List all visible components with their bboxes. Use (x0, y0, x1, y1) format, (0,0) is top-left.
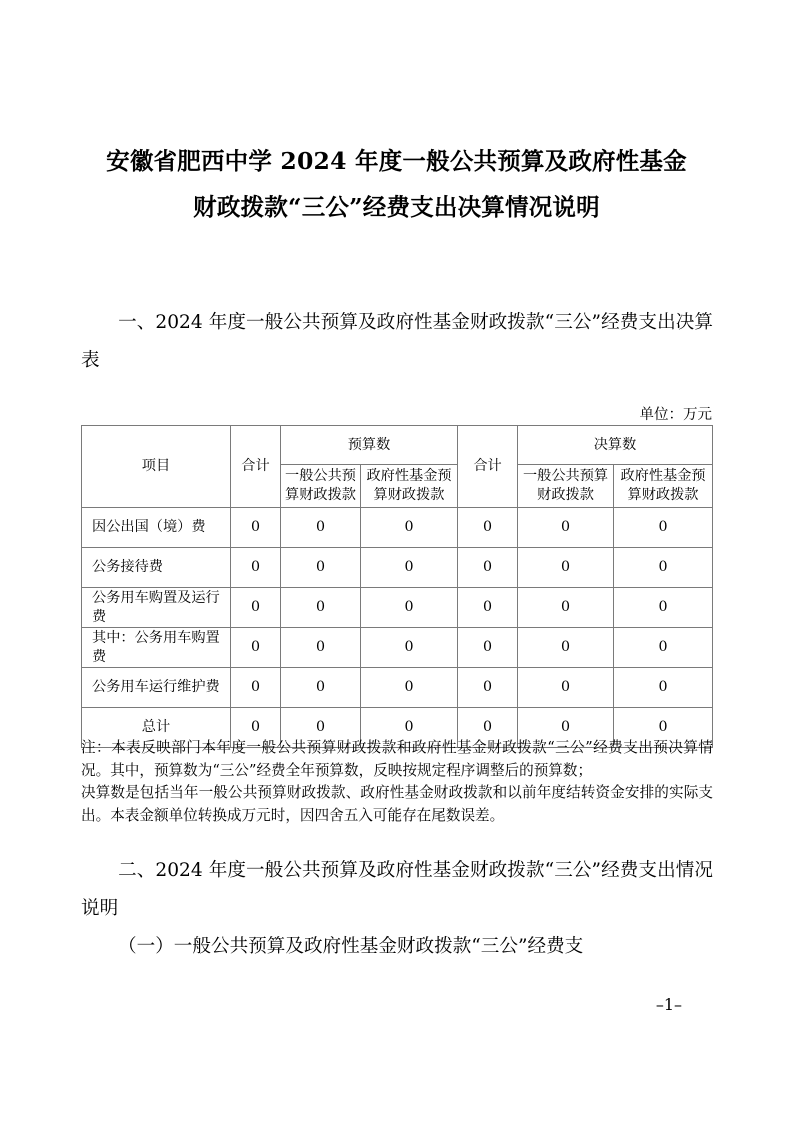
row-value: 0 (614, 508, 713, 548)
row-value: 0 (458, 668, 518, 708)
row-value: 0 (518, 588, 614, 628)
table-header-row-1 (82, 426, 713, 465)
row-label: 因公出国（境）费 (82, 508, 231, 548)
row-label: 总计 (82, 708, 231, 748)
row-value: 0 (281, 588, 361, 628)
row-label: 公务接待费 (82, 548, 231, 588)
row-value: 0 (231, 508, 281, 548)
table-row (82, 588, 713, 628)
table-row (82, 508, 713, 548)
subsection-heading-1 (81, 928, 713, 966)
page-number: –1– (655, 995, 682, 1014)
header-item: 项目 (82, 426, 231, 508)
header-budget-fund: 政府性基金预算财政拨款 (361, 465, 458, 508)
budget-table-container (81, 425, 712, 748)
row-value: 0 (518, 508, 614, 548)
row-value: 0 (231, 708, 281, 748)
row-value: 0 (458, 588, 518, 628)
row-value: 0 (281, 628, 361, 668)
row-value: 0 (231, 548, 281, 588)
budget-table-head (82, 426, 713, 508)
row-value: 0 (614, 708, 713, 748)
row-value: 0 (361, 588, 458, 628)
budget-table-body (82, 508, 713, 748)
row-value: 0 (361, 708, 458, 748)
row-value: 0 (281, 548, 361, 588)
row-value: 0 (281, 708, 361, 748)
budget-table (81, 425, 713, 748)
row-value: 0 (231, 628, 281, 668)
row-value: 0 (281, 668, 361, 708)
table-note-line-1: 注：本表反映部门本年度一般公共预算财政拨款和政府性基金财政拨款“三公”经费支出预决算情况。其中，预算数为“三公”经费全年预算数，反映按规定程序调整后的预算数； (81, 739, 713, 779)
row-value: 0 (518, 628, 614, 668)
subsection-heading-1-text: （一）一般公共预算及政府性基金财政拨款“三公”经费支 (118, 936, 584, 957)
section-heading-2-text: 二、2024 年度一般公共预算及政府性基金财政拨款“三公”经费支出情况说明 (81, 860, 713, 919)
table-row (82, 548, 713, 588)
row-value: 0 (458, 708, 518, 748)
row-value: 0 (281, 508, 361, 548)
row-value: 0 (458, 548, 518, 588)
header-final-general: 一般公共预算财政拨款 (518, 465, 614, 508)
row-value: 0 (518, 668, 614, 708)
row-value: 0 (361, 668, 458, 708)
table-note-line-2: 决算数是包括当年一般公共预算财政拨款、政府性基金财政拨款和以前年度结转资金安排的实际支出。本表金额单位转换成万元时，因四舍五入可能存在尾数误差。 (81, 784, 713, 824)
row-value: 0 (614, 588, 713, 628)
row-value: 0 (361, 628, 458, 668)
document-title-line-1: 安徽省肥西中学 2024 年度一般公共预算及政府性基金 (106, 147, 687, 175)
section-heading-2 (81, 852, 713, 928)
row-value: 0 (458, 508, 518, 548)
row-value: 0 (518, 548, 614, 588)
header-budget-total: 合计 (231, 426, 281, 508)
row-value: 0 (614, 628, 713, 668)
section-heading-1-text: 一、2024 年度一般公共预算及政府性基金财政拨款“三公”经费支出决算表 (81, 312, 713, 371)
row-value: 0 (518, 708, 614, 748)
header-final-total: 合计 (458, 426, 518, 508)
row-label: 公务用车购置及运行费 (82, 588, 231, 628)
table-note (81, 737, 713, 827)
row-value: 0 (458, 628, 518, 668)
row-value: 0 (614, 548, 713, 588)
header-final-group: 决算数 (518, 426, 713, 465)
header-final-fund: 政府性基金预算财政拨款 (614, 465, 713, 508)
document-title (96, 138, 697, 230)
row-value: 0 (231, 588, 281, 628)
row-value: 0 (614, 668, 713, 708)
table-row (82, 668, 713, 708)
row-value: 0 (361, 508, 458, 548)
row-label: 其中：公务用车购置费 (82, 628, 231, 668)
table-unit-label: 单位：万元 (639, 407, 712, 423)
row-value: 0 (361, 548, 458, 588)
row-label: 公务用车运行维护费 (82, 668, 231, 708)
table-row (82, 628, 713, 668)
document-title-line-2: 财政拨款“三公”经费支出决算情况说明 (193, 193, 600, 221)
section-heading-1 (81, 304, 713, 380)
row-value: 0 (231, 668, 281, 708)
header-budget-general: 一般公共预算财政拨款 (281, 465, 361, 508)
header-budget-group: 预算数 (281, 426, 458, 465)
